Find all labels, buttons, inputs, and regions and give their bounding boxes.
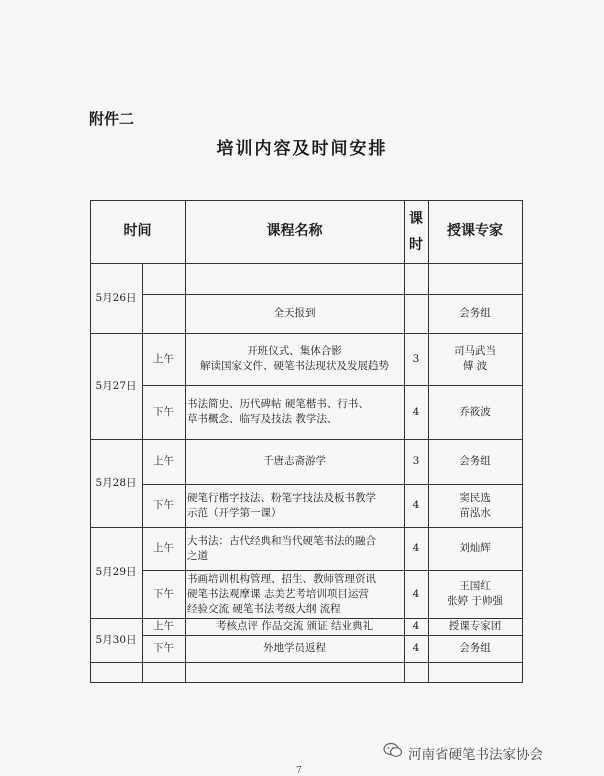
course-cell xyxy=(185,385,404,439)
cell-lines xyxy=(263,454,326,469)
period-cell xyxy=(142,294,185,333)
cell-line: 开班仪式、集体合影 xyxy=(247,345,342,357)
expert-cell xyxy=(428,263,522,294)
cell-line: 经验交流 硬笔书法考级大纲 流程 xyxy=(187,602,341,615)
cell-line: 书画培训机构管理、招生、教师管理资讯 xyxy=(187,572,376,585)
period-cell: 下午 xyxy=(153,405,174,418)
page-title: 培训内容及时间安排 xyxy=(216,139,388,159)
cell-lines xyxy=(263,641,326,656)
course-cell xyxy=(185,618,404,635)
expert-cell xyxy=(428,484,522,527)
cell-line: 张婷 于帅强 xyxy=(447,595,503,607)
expert-cell xyxy=(428,294,522,333)
course-cell xyxy=(185,294,404,333)
cell-lines xyxy=(459,641,491,656)
cell-lines xyxy=(447,579,503,609)
cell-lines xyxy=(187,397,369,427)
wechat-icon xyxy=(383,742,403,758)
period-cell: 上午 xyxy=(153,620,174,632)
header-time: 时间 xyxy=(123,223,152,239)
hours-cell: 4 xyxy=(412,587,420,600)
course-cell xyxy=(185,635,404,662)
cell-line: 会务组 xyxy=(459,642,491,654)
header-course: 课程名称 xyxy=(266,223,323,239)
expert-cell xyxy=(428,635,522,662)
cell-lines xyxy=(449,619,502,634)
cell-line: 千唐志斋游学 xyxy=(263,455,326,467)
hours-cell xyxy=(404,263,428,294)
expert-cell xyxy=(428,333,522,385)
cell-line: 乔筱波 xyxy=(459,405,491,418)
course-cell xyxy=(185,484,404,527)
expert-cell xyxy=(428,385,522,439)
header-hours-char: 课 xyxy=(409,210,423,227)
cell-lines xyxy=(200,344,389,374)
hours-cell: 4 xyxy=(412,620,420,632)
cell-lines xyxy=(274,306,316,321)
expert-cell xyxy=(428,570,522,618)
course-cell xyxy=(185,570,404,618)
cell-line: 苗泓水 xyxy=(459,506,491,519)
cell-lines xyxy=(459,454,491,469)
period-cell: 上午 xyxy=(153,455,174,467)
date-cell: 5月29日 xyxy=(95,566,137,578)
course-cell xyxy=(185,527,404,570)
attachment-label: 附件二 xyxy=(89,110,135,128)
period-cell: 上午 xyxy=(153,542,174,554)
hours-cell: 4 xyxy=(412,542,420,554)
cell-line: 司马武当 xyxy=(454,345,496,357)
cell-line: 王国红 xyxy=(459,580,491,592)
period-cell: 下午 xyxy=(153,499,174,511)
header-hours-char: 时 xyxy=(409,236,423,253)
footer-organization: 河南省硬笔书法家协会 xyxy=(408,747,543,763)
cell-lines xyxy=(459,306,491,321)
cell-line: 会务组 xyxy=(459,455,491,467)
cell-line: 硬笔行楷字技法、粉笔字技法及板书教学 xyxy=(187,491,376,504)
cell-line: 刘灿辉 xyxy=(459,542,491,554)
course-cell xyxy=(185,333,404,385)
cell-line: 大书法：古代经典和当代硬笔书法的融合 xyxy=(187,534,376,547)
cell-lines xyxy=(459,405,491,420)
hours-cell xyxy=(404,294,428,333)
expert-cell xyxy=(428,527,522,570)
hours-cell: 4 xyxy=(412,642,420,654)
cell-lines xyxy=(187,491,376,521)
course-cell xyxy=(185,439,404,484)
cell-line: 傅 波 xyxy=(462,360,488,372)
cell-lines xyxy=(216,619,373,634)
cell-line: 草书概念、临写及技法 教学法、 xyxy=(187,413,338,425)
cell-lines xyxy=(454,344,496,374)
cell-lines xyxy=(459,541,491,556)
cell-line: 硬笔书法观摩课 志美艺考培训项目运营 xyxy=(187,587,369,600)
header-hours-stack xyxy=(409,206,423,258)
cell-line: 授课专家团 xyxy=(448,620,502,632)
date-cell: 5月28日 xyxy=(95,476,137,489)
cell-line: 外地学员返程 xyxy=(263,642,326,654)
cell-line: 全天报到 xyxy=(273,307,316,319)
cell-line: 考核点评 作品交流 颁证 结业典礼 xyxy=(215,620,373,632)
period-cell: 下午 xyxy=(153,642,174,654)
course-cell xyxy=(185,263,404,294)
cell-line: 会务组 xyxy=(459,307,491,319)
period-cell: 下午 xyxy=(153,587,174,600)
period-cell: 上午 xyxy=(153,352,174,365)
date-cell: 5月27日 xyxy=(95,379,137,392)
header-expert: 授课专家 xyxy=(447,223,503,239)
table-rule xyxy=(522,200,523,683)
header-hours xyxy=(404,200,428,263)
expert-cell xyxy=(428,618,522,635)
cell-lines xyxy=(187,572,376,617)
period-cell xyxy=(142,263,185,294)
cell-line: 窦民选 xyxy=(459,491,491,504)
cell-lines xyxy=(187,534,376,564)
date-cell: 5月30日 xyxy=(95,633,137,646)
cell-line: 书法简史、历代碑帖 硬笔楷书、行书、 xyxy=(187,398,369,410)
cell-lines xyxy=(459,491,491,521)
cell-line: 之道 xyxy=(187,549,208,562)
cell-line: 解读国家文件、硬笔书法现状及发展趋势 xyxy=(200,360,389,372)
page-number: 7 xyxy=(296,766,302,776)
table-rule xyxy=(90,662,523,663)
expert-cell xyxy=(428,439,522,484)
hours-cell: 3 xyxy=(412,352,420,365)
table-rule xyxy=(90,682,523,683)
hours-cell: 4 xyxy=(412,405,420,418)
hours-cell: 4 xyxy=(412,499,420,511)
date-cell: 5月26日 xyxy=(95,291,137,304)
hours-cell: 3 xyxy=(412,455,420,467)
cell-line: 示范（开学第一课） xyxy=(187,506,282,519)
